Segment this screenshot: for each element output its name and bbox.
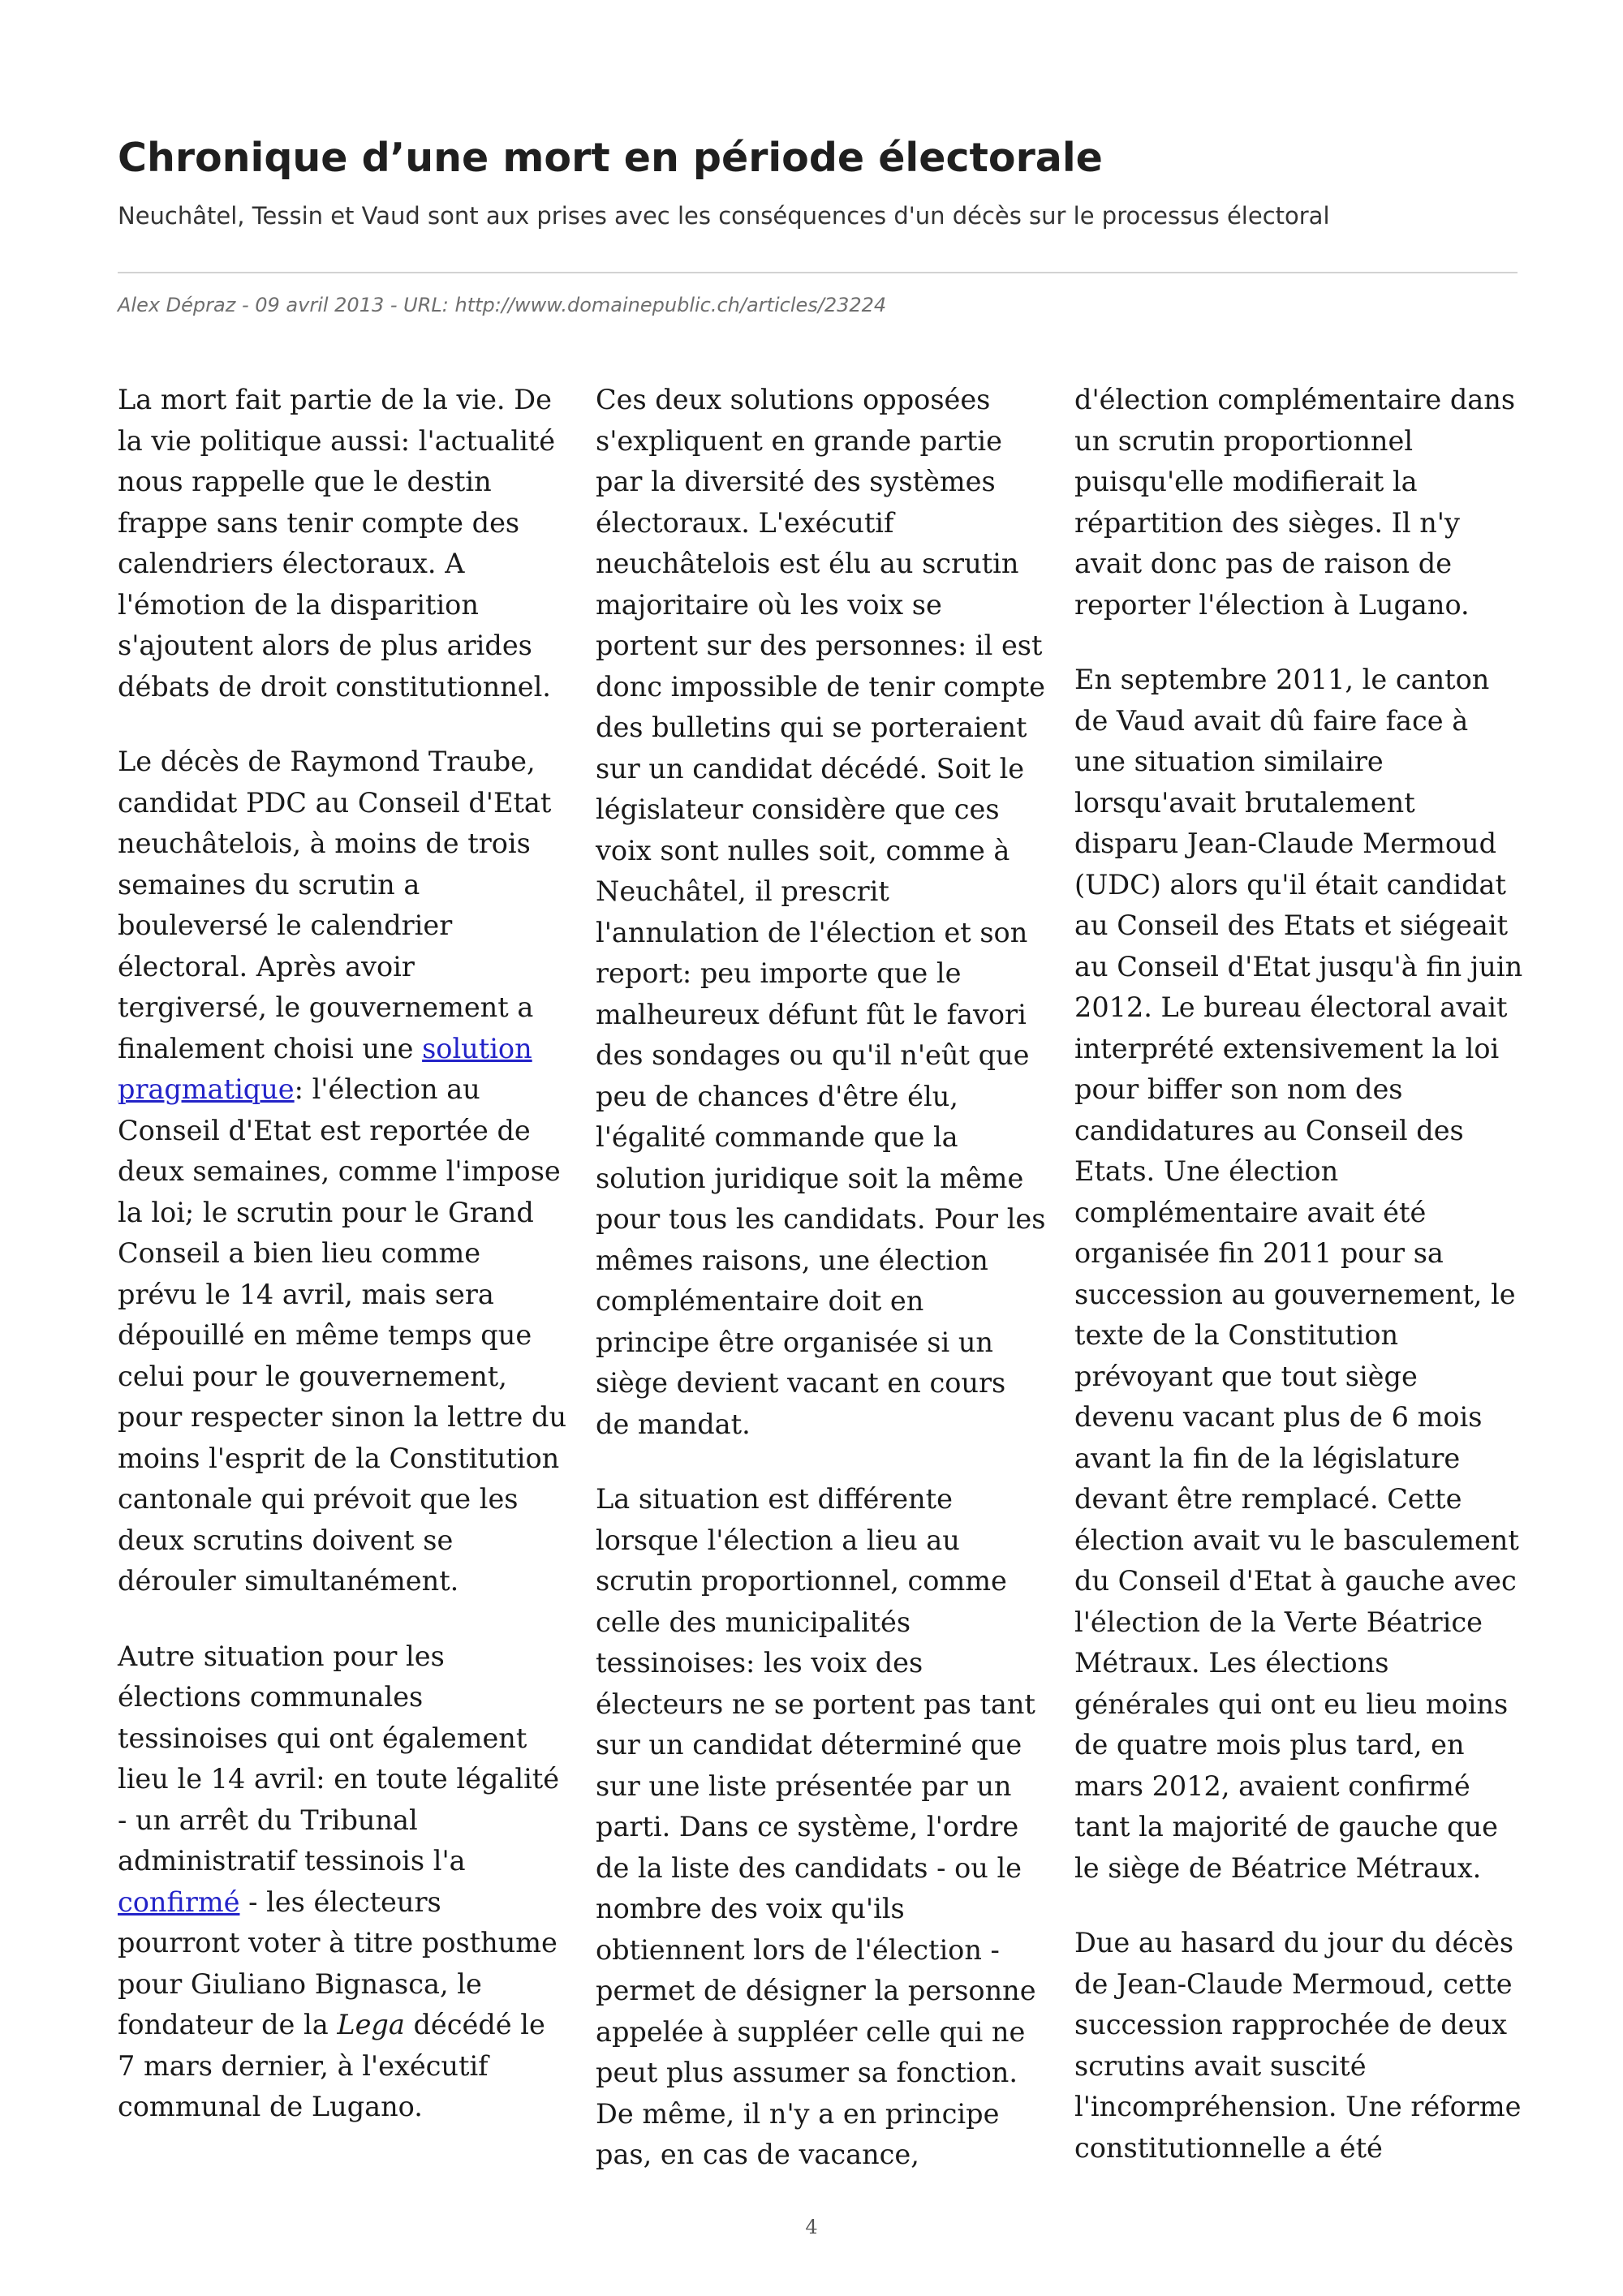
text-column-1: [118, 380, 568, 2162]
paragraph-text: Le décès de Raymond Traube, candidat PDC au Conseil d'Etat neuchâtelois, à moins de trois semaines du scrutin a bouleversé le calendrier électoral. Après avoir tergiversé, le gouvernement a finalement choisi une: [118, 746, 552, 1064]
paragraph: d'élection complémentaire dans un scrutin proportionnel puisqu'elle modifierait la répartition des sièges. Il n'y avait donc pas de raison de reporter l'élection à Lugano.: [1074, 384, 1516, 621]
confirme-link[interactable]: confirmé: [118, 1885, 240, 1918]
text-column-2: [596, 380, 1046, 2210]
page-number: 4: [805, 2216, 818, 2238]
paragraph: La mort fait partie de la vie. De la vie politique aussi: l'actualité nous rappelle que le destin frappe sans tenir compte des calendriers électoraux. A l'émotion de la disparition s'ajoutent alors de plus arides débats de droit constitutionnel.: [118, 384, 556, 703]
paragraph-text: Autre situation pour les élections communales tessinoises qui ont également lieu le 14 avril: en toute légalité - un arrêt du Tribunal administratif tessinois l'a: [118, 1640, 560, 1877]
page-title: Chronique d’une mort en période électorale: [118, 135, 1103, 181]
paragraph: [118, 1636, 568, 2128]
paragraph-text: - les électeurs pourront voter à titre posthume pour Giuliano Bignasca, le fondateur de la: [118, 1885, 558, 2040]
paragraph: En septembre 2011, le canton de Vaud avait dû faire face à une situation similaire lorsqu'avait brutalement disparu Jean-Claude Mermoud (UDC) alors qu'il était candidat au Conseil des Etats et siégeait au Conseil d'Etat jusqu'à fin juin 2012. Le bureau électoral avait interprété extensivement la loi pour biffer son nom des candidatures au Conseil des Etats. Une élection complémentaire avait été organisée fin 2011 pour sa succession au gouvernement, le texte de la Constitution prévoyant que tout siège devenu vacant plus de 6 mois avant la fin de la législature devant être remplacé. Cette élection avait vu le basculement du Conseil d'Etat à gauche avec l'élection de la Verte Béatrice Métraux. Les élections générales qui ont eu lieu moins de quatre mois plus tard, en mars 2012, avaient confirmé tant la majorité de gauche que le siège de Béatrice Métraux.: [1074, 664, 1523, 1884]
article-byline: Alex Dépraz - 09 avril 2013 - URL: http://www.domainepublic.ch/articles/23224: [118, 294, 887, 316]
paragraph-text: décédé le 7 mars dernier, à l'exécutif communal de Lugano.: [118, 2009, 545, 2122]
text-column-3: [1074, 380, 1525, 2203]
paragraph: Ces deux solutions opposées s'expliquent en grande partie par la diversité des systèmes électoraux. L'exécutif neuchâtelois est élu au scrutin majoritaire où les voix se portent sur des personnes: il est donc impossible de tenir compte des bulletins qui se porteraient sur un candidat décédé. Soit le législateur considère que ces voix sont nulles soit, comme à Neuchâtel, il prescrit l'annulation de l'élection et son report: peu importe que le malheureux défunt fût le favori des sondages ou qu'il n'eût que peu de chances d'être élu, l'égalité commande que la solution juridique soit la même pour tous les candidats. Pour les mêmes raisons, une élection complémentaire doit en principe être organisée si un siège devient vacant en cours de mandat.: [596, 384, 1046, 1440]
paragraph: Due au hasard du jour du décès de Jean-Claude Mermoud, cette succession rapprochée de deux scrutins avait suscité l'incompréhension. Une réforme constitutionnelle a été: [1074, 1927, 1522, 2164]
solution-pragmatique-link[interactable]: solution pragmatique: [118, 1032, 532, 1105]
paragraph: [118, 742, 568, 1602]
paragraph-text: : l'élection au Conseil d'Etat est reportée de deux semaines, comme l'impose la loi; le scrutin pour le Grand Conseil a bien lieu comme prévu le 14 avril, mais sera dépouillé en même temps que celui pour le gouvernement, pour respecter sinon la lettre du moins l'esprit de la Constitution cantonale qui prévoit que les deux scrutins doivent se dérouler simultanément.: [118, 1073, 567, 1597]
emphasis-lega: Lega: [337, 2009, 405, 2040]
article-subtitle: Neuchâtel, Tessin et Vaud sont aux prises avec les conséquences d'un décès sur le processus électoral: [118, 202, 1330, 230]
header-divider: [118, 272, 1518, 273]
paragraph: La situation est différente lorsque l'élection a lieu au scrutin proportionnel, comme celle des municipalités tessinoises: les voix des électeurs ne se portent pas tant sur un candidat déterminé que sur une liste présentée par un parti. Dans ce système, l'ordre de la liste des candidats - ou le nombre des voix qu'ils obtiennent lors de l'élection - permet de désigner la personne appelée à suppléer celle qui ne peut plus assumer sa fonction. De même, il n'y a en principe pas, en cas de vacance,: [596, 1483, 1036, 2170]
